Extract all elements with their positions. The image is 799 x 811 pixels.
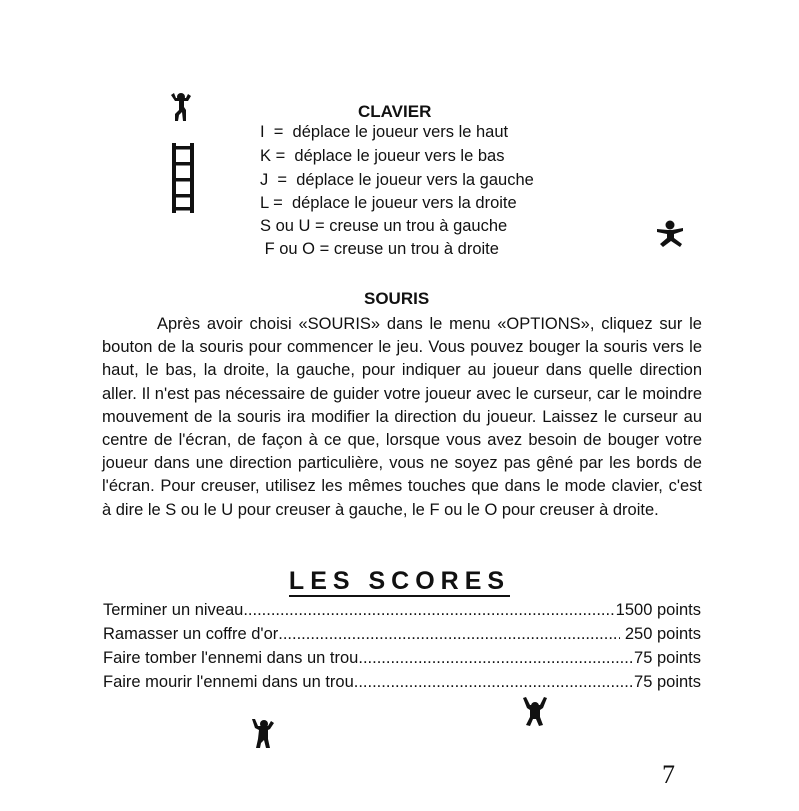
score-label: Faire tomber l'ennemi dans un trou	[103, 649, 359, 667]
key-line-f-o: F ou O = creuse un trou à droite	[260, 240, 499, 258]
page-number: 7	[662, 760, 675, 789]
score-row	[103, 649, 701, 668]
dot-leader	[358, 649, 634, 668]
key-line-i: I = déplace le joueur vers le haut	[260, 123, 509, 141]
score-points: 1500 points	[615, 601, 701, 619]
key-line-l: L = déplace le joueur vers la droite	[260, 194, 517, 212]
dot-leader	[354, 673, 634, 692]
score-row	[103, 601, 701, 620]
key-line-j: J = déplace le joueur vers la gauche	[260, 171, 534, 189]
climbing-man-icon	[250, 717, 276, 749]
key-line-s-u: S ou U = creuse un trou à gauche	[260, 217, 508, 235]
running-man-icon	[655, 220, 685, 248]
score-label: Terminer un niveau	[103, 601, 244, 619]
clavier-heading: CLAVIER	[358, 102, 432, 121]
dot-leader	[243, 601, 615, 620]
souris-paragraph-text: Après avoir choisi «SOURIS» dans le menu «OPTIONS», cliquez sur le bouton de la souris pour commencer le jeu. Vous pouvez bouger la souris vers le haut, le bas, la droite, la gauche, pour indiquer au joueur dans quelle direction aller. Il n'est pas nécessaire de guider votre joueur avec le curseur, car le moindre mouvement de la souris ira modifier la direction du joueur. Laissez le curseur au centre de l'écran, de façon à ce que, lorsque vous avez besoin de bouger votre joueur dans une direction particulière, vous ne soyez pas gêné par les bords de l'écran. Pour creuser, utilisez les mêmes touches que dans le mode clavier, c'est à dire le S ou le U pour creuser à gauche, le F ou le O pour creuser à droite.	[102, 315, 702, 519]
souris-paragraph	[102, 313, 702, 522]
score-points: 75 points	[634, 673, 701, 691]
key-line-k: K = déplace le joueur vers le bas	[260, 147, 505, 165]
ladder-icon	[172, 143, 194, 213]
score-row	[103, 625, 701, 644]
score-label: Ramasser un coffre d'or	[103, 625, 279, 643]
score-points: 250 points	[620, 625, 701, 643]
score-row	[103, 673, 701, 692]
dot-leader	[278, 625, 620, 644]
scores-heading	[0, 567, 799, 596]
score-label: Faire mourir l'ennemi dans un trou	[103, 673, 354, 691]
souris-heading: SOURIS	[364, 289, 430, 308]
score-points: 75 points	[634, 649, 701, 667]
climbing-man-icon	[168, 92, 194, 122]
climbing-man-icon	[521, 697, 549, 727]
scores-heading-text: LES SCORES	[288, 567, 511, 595]
